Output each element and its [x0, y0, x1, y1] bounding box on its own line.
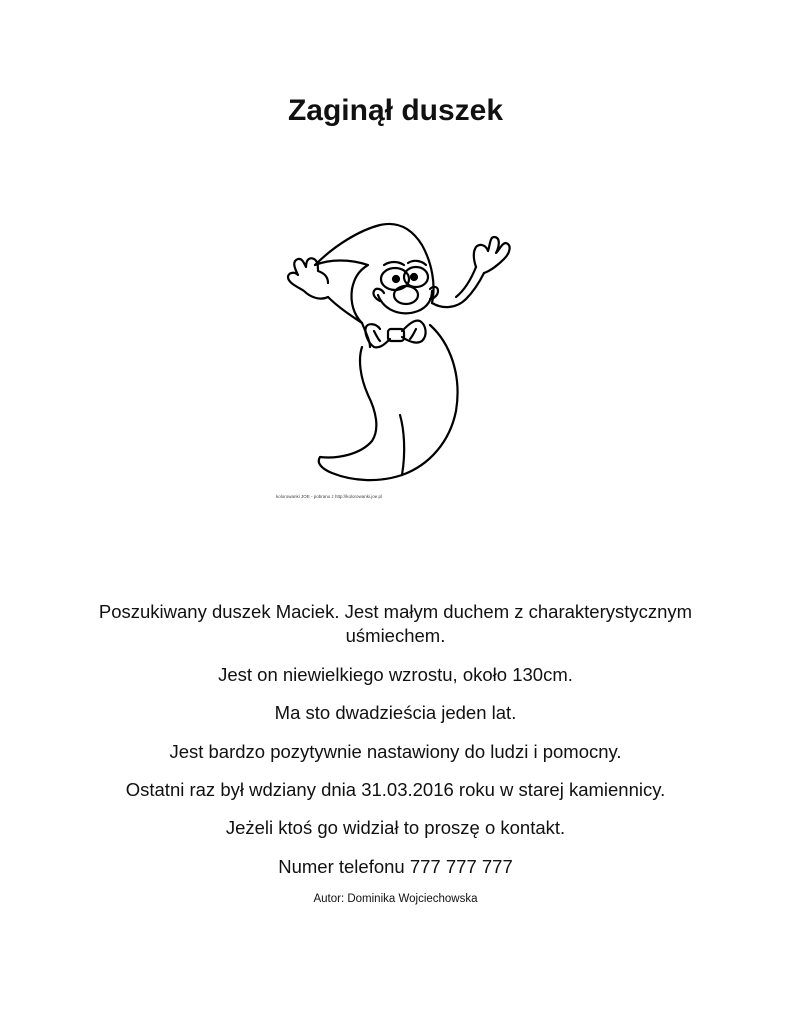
image-credit: kolorowanki JOE - pobrano z http://kolorowanki.joe.pl [276, 494, 383, 499]
paragraph-last-seen: Ostatni raz był wdziany dnia 31.03.2016 roku w starej kamiennicy. [125, 779, 666, 801]
paragraph-phone: Numer telefonu 777 777 777 [278, 855, 513, 877]
paragraph-height: Jest on niewielkiego wzrostu, około 130cm. [218, 663, 573, 685]
author-line: Autor: Dominika Wojciechowska [313, 893, 478, 905]
notice-body [75, 600, 716, 893]
paragraph-description: Poszukiwany duszek Maciek. Jest małym duchem z charakterystycznym uśmiechem. [98, 601, 693, 647]
paragraph-contact-request: Jeżeli ktoś go widział to proszę o kontakt. [225, 817, 566, 839]
page-title: Zaginął duszek [287, 94, 504, 127]
ghost-with-bow-tie-icon [280, 215, 520, 490]
paragraph-character: Jest bardzo pozytywnie nastawiony do ludzi i pomocny. [169, 740, 622, 762]
paragraph-age: Ma sto dwadzieścia jeden lat. [274, 702, 517, 724]
